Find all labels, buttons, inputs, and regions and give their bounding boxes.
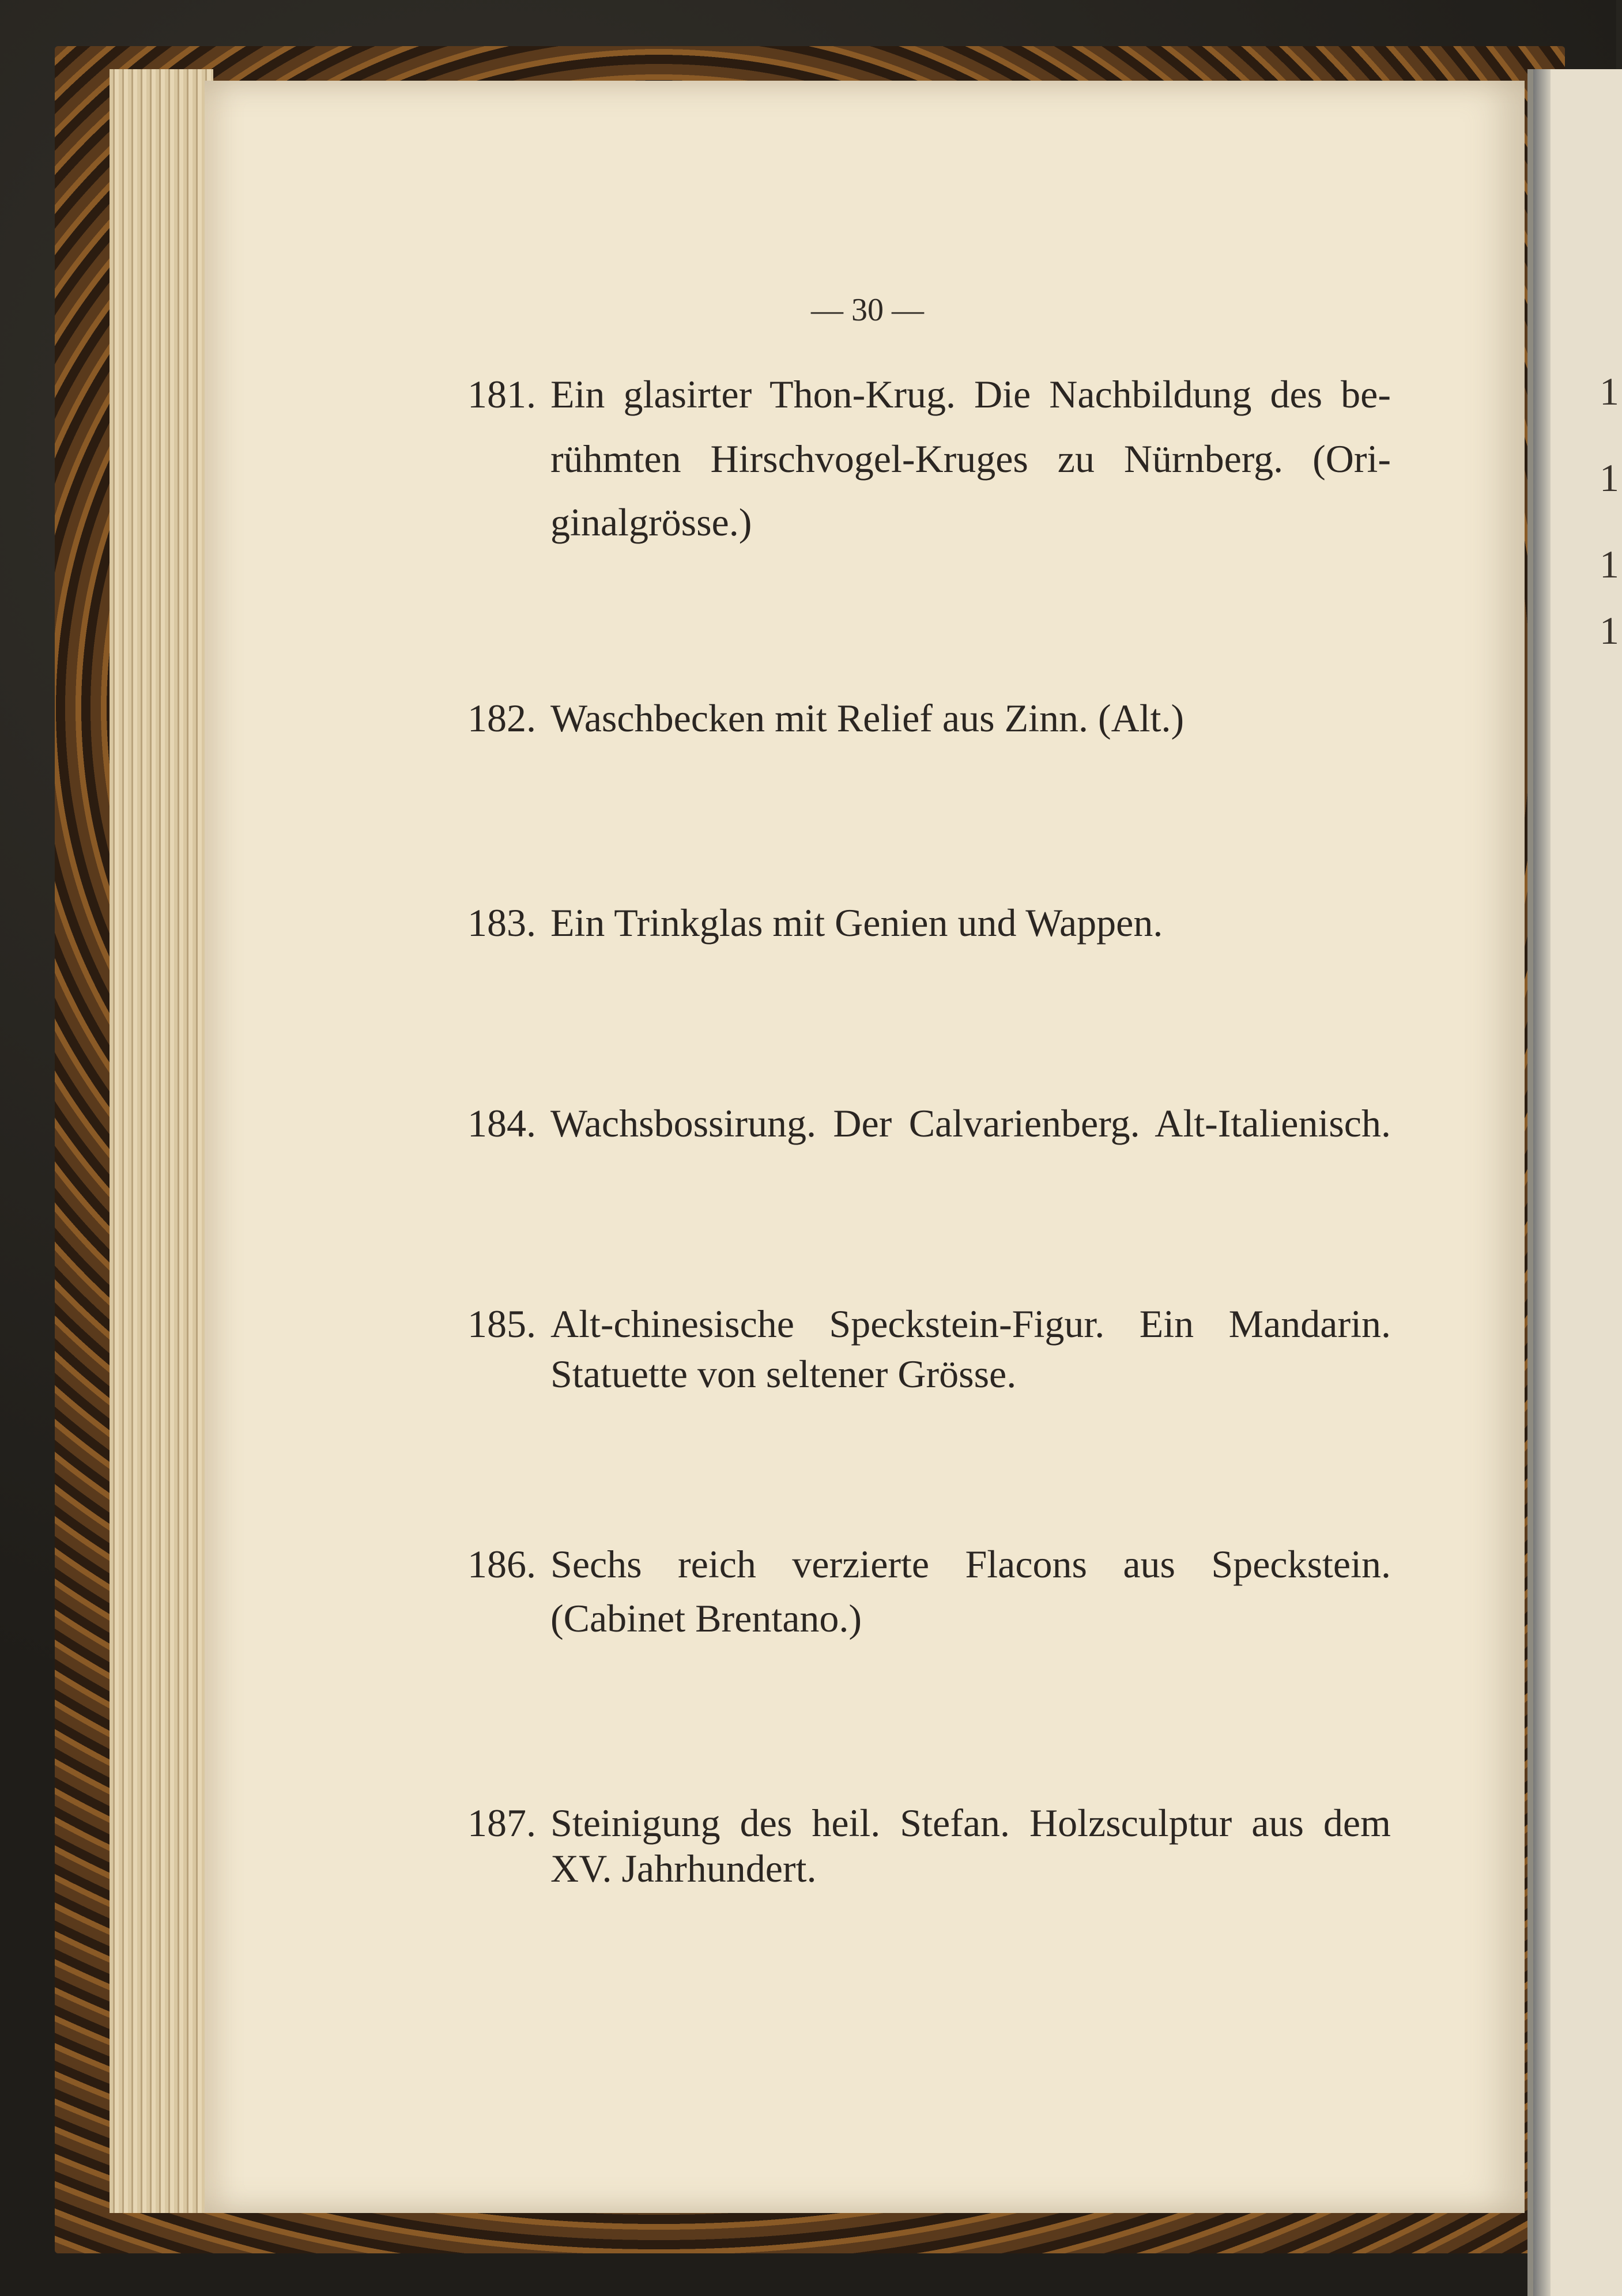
- entry-line: Sechs reich verzierte Flacons aus Speckstein.: [550, 1542, 1391, 1586]
- entry-number: 187.: [467, 1801, 536, 1845]
- entry-line: (Cabinet Brentano.): [550, 1596, 862, 1640]
- entry-line: Waschbecken mit Relief aus Zinn. (Alt.): [550, 696, 1185, 740]
- page-edges: [110, 69, 213, 2213]
- entry-number: 183.: [467, 901, 536, 945]
- entry-line: Steinigung des heil. Stefan. Holzsculptur aus dem: [550, 1801, 1391, 1845]
- entry-number: 186.: [467, 1542, 536, 1586]
- entry-line: XV. Jahrhundert.: [550, 1846, 817, 1890]
- entry-line: Alt-chinesische Speckstein-Figur. Ein Mandarin.: [550, 1302, 1391, 1346]
- next-page-sliver: [1527, 69, 1622, 2296]
- entry-line: Ein glasirter Thon-Krug. Die Nachbildung des be-: [550, 372, 1391, 416]
- next-page-mark: 1: [1600, 609, 1619, 652]
- entry-line: ginalgrösse.): [550, 500, 752, 544]
- glass-plate-edge: [1533, 69, 1551, 2296]
- entry-line: Wachsbossirung. Der Calvarienberg. Alt-Italienisch.: [550, 1101, 1391, 1145]
- entry-line: rühmten Hirschvogel-Kruges zu Nürnberg. (Ori-: [550, 437, 1391, 481]
- entry-line: Statuette von seltener Grösse.: [550, 1352, 1017, 1396]
- page-number: — 30 —: [811, 292, 924, 328]
- next-page-mark: 1: [1600, 456, 1619, 500]
- entry-number: 185.: [467, 1302, 536, 1346]
- next-page-mark: 1: [1600, 542, 1619, 586]
- entry-number: 182.: [467, 696, 536, 740]
- entry-line: Ein Trinkglas mit Genien und Wappen.: [550, 901, 1163, 945]
- entry-number: 184.: [467, 1101, 536, 1145]
- entry-number: 181.: [467, 372, 536, 416]
- next-page-mark: 1: [1600, 369, 1619, 413]
